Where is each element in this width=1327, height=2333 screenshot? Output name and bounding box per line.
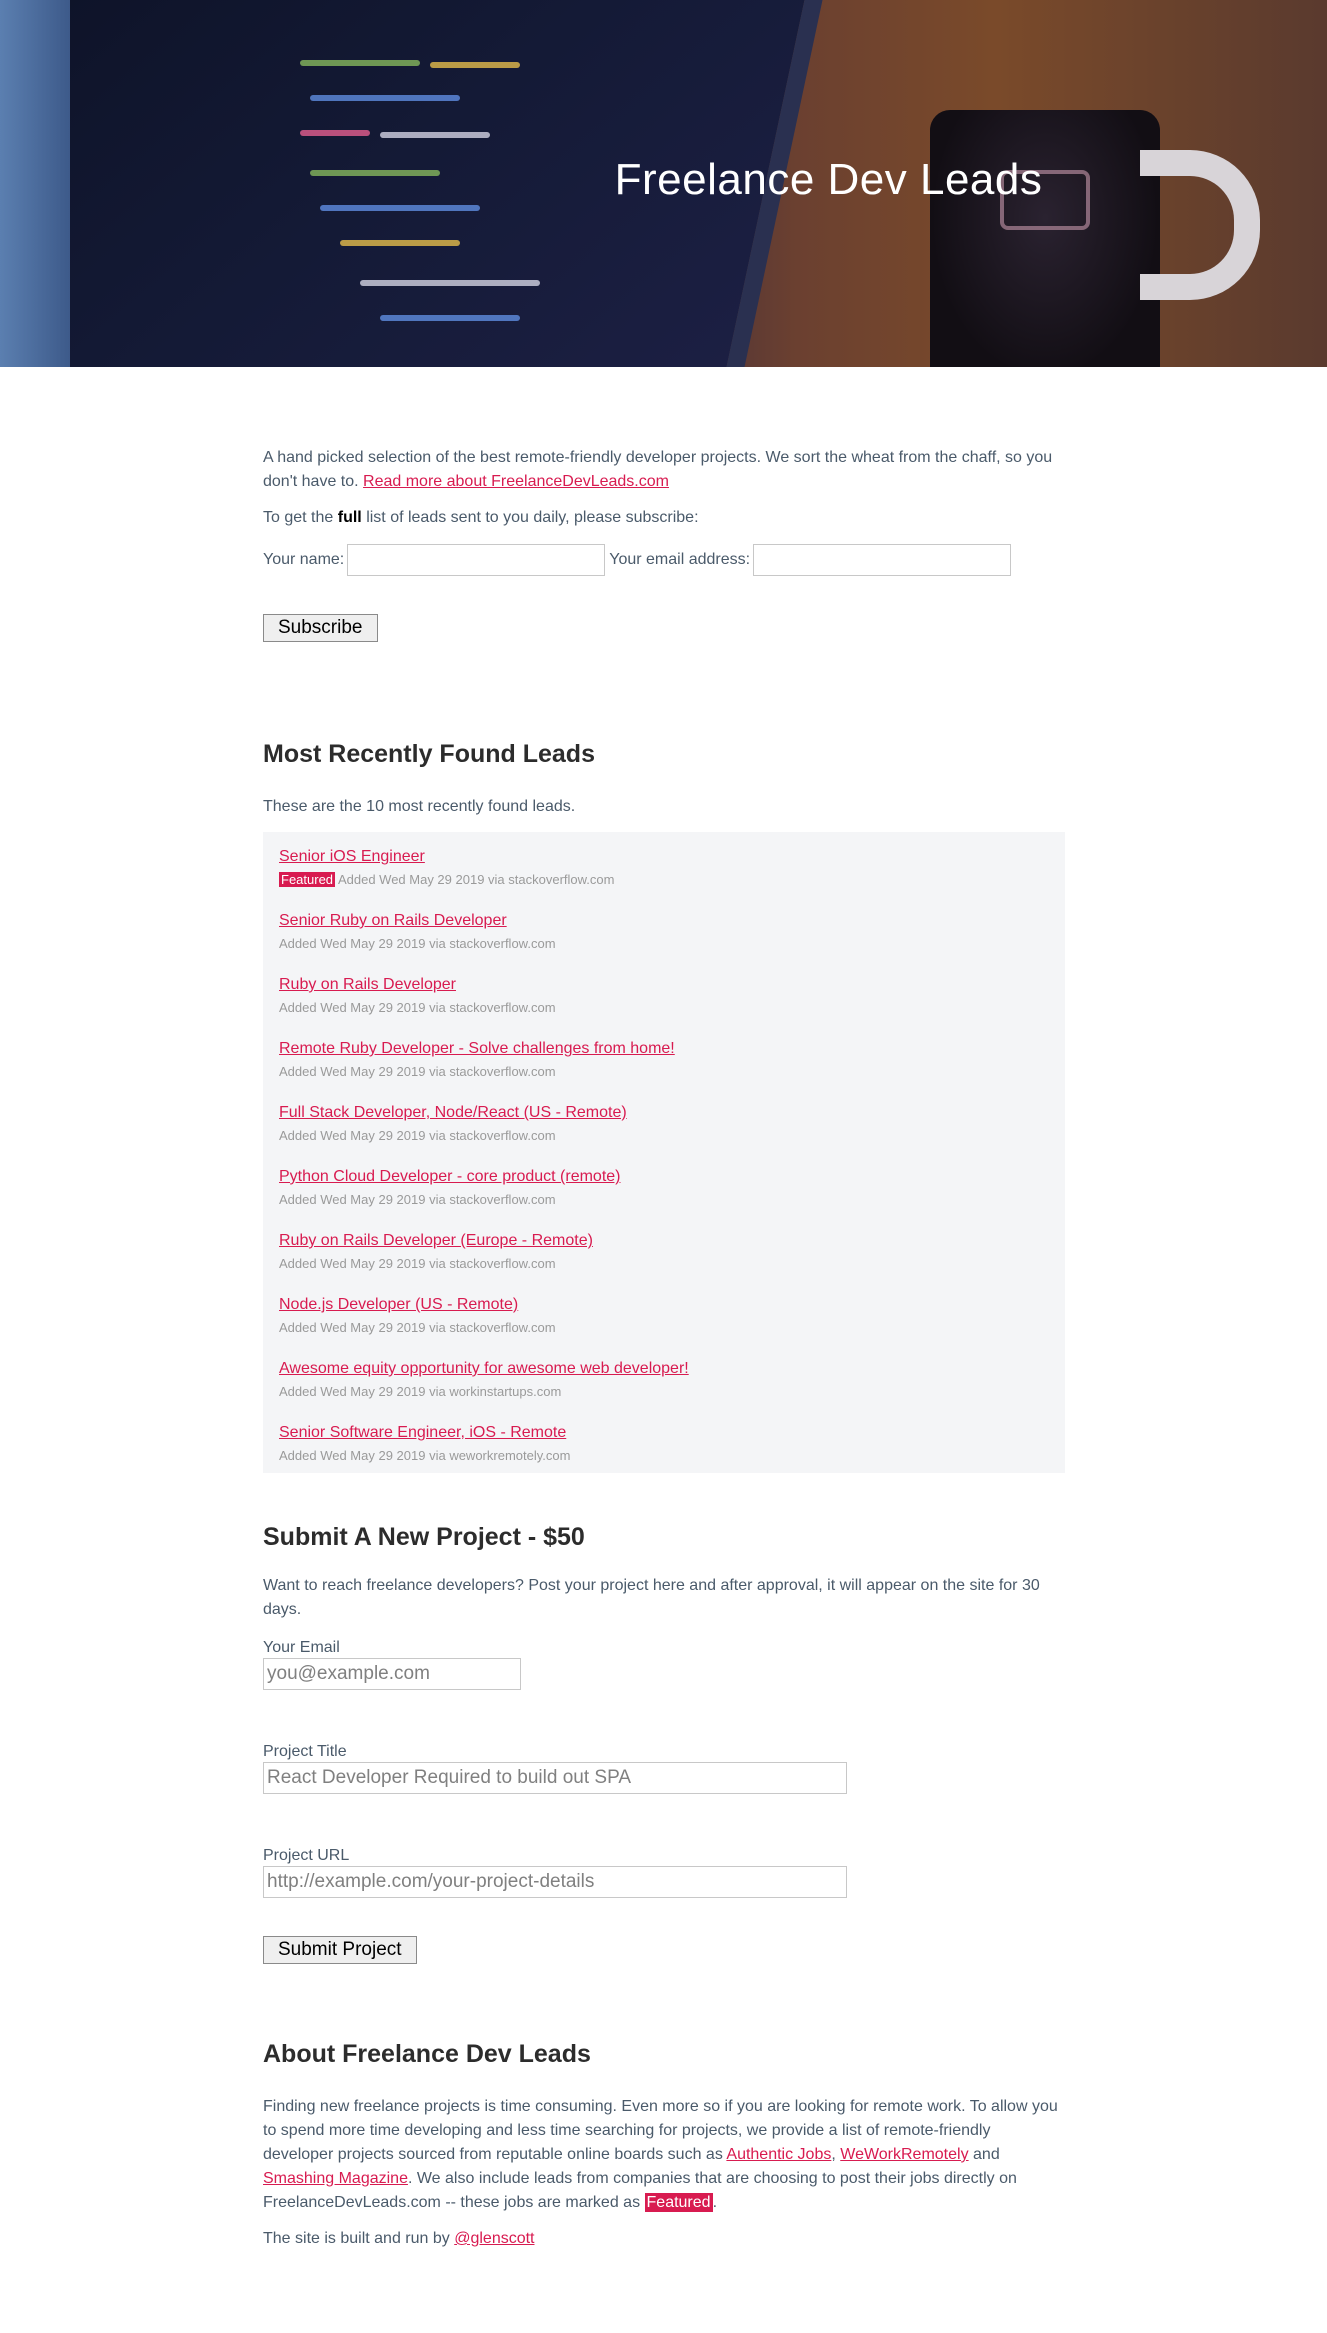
- lead-title-link[interactable]: Python Cloud Developer - core product (remote): [279, 1168, 621, 1185]
- name-input[interactable]: [347, 544, 605, 576]
- lead-meta-text: Added Wed May 29 2019 via workinstartups.com: [279, 1384, 562, 1399]
- lead-item: [279, 1294, 1049, 1358]
- submit-description: Want to reach freelance developers? Post your project here and after approval, it will appear on the site for 30 days.: [263, 1577, 1040, 1618]
- code-line-decoration: [300, 130, 370, 136]
- lead-meta: [279, 1318, 1049, 1338]
- featured-badge-inline: Featured: [646, 2194, 711, 2211]
- built-by-prefix: The site is built and run by: [263, 2230, 450, 2247]
- about-text-part-2: . We also include leads from companies that are choosing to post their jobs directly on FreelanceDevLeads.com -- these jobs are marked as: [263, 2170, 1017, 2211]
- lead-meta: [279, 1190, 1049, 1210]
- about-text-part-1: Finding new freelance projects is time consuming. Even more so if you are looking for remote work. To allow you to spend more time developing and less time searching for projects, we provide a list of remote-friendly developer projects sourced from reputable online boards such as: [263, 2098, 1058, 2163]
- page-title: Freelance Dev Leads: [614, 155, 1043, 204]
- lead-meta-text: Added Wed May 29 2019 via stackoverflow.com: [279, 1128, 556, 1143]
- lead-meta-text: Added Wed May 29 2019 via stackoverflow.com: [279, 1320, 556, 1335]
- title-field-group: [263, 1742, 1065, 1794]
- about-and: and: [973, 2146, 1000, 2163]
- lead-item: [279, 1102, 1049, 1166]
- intro-section: [263, 446, 1065, 642]
- url-field-group: [263, 1846, 1065, 1898]
- read-more-link[interactable]: Read more about FreelanceDevLeads.com: [363, 473, 669, 490]
- code-line-decoration: [300, 60, 420, 66]
- weworkremotely-link[interactable]: WeWorkRemotely: [840, 2146, 969, 2163]
- hero-screen-edge: [0, 0, 70, 367]
- lead-meta-text: Added Wed May 29 2019 via weworkremotely.com: [279, 1448, 571, 1463]
- lead-meta: [279, 870, 1049, 890]
- project-title-input[interactable]: [263, 1762, 847, 1794]
- lead-meta: [279, 1062, 1049, 1082]
- subscribe-button[interactable]: Subscribe: [263, 614, 378, 642]
- lead-meta-text: Added Wed May 29 2019 via stackoverflow.com: [279, 1192, 556, 1207]
- lead-item: [279, 974, 1049, 1038]
- subscribe-prompt: [263, 506, 1065, 530]
- code-line-decoration: [310, 95, 460, 101]
- submit-project-button[interactable]: Submit Project: [263, 1936, 417, 1964]
- lead-item: [279, 1230, 1049, 1294]
- email-label: Your email address:: [609, 551, 751, 568]
- project-url-input[interactable]: [263, 1866, 847, 1898]
- leads-section: [263, 740, 1065, 1473]
- lead-meta-text: Added Wed May 29 2019 via stackoverflow.com: [279, 1000, 556, 1015]
- author-link[interactable]: @glenscott: [454, 2230, 535, 2247]
- about-section: [263, 2040, 1065, 2251]
- lead-title-link[interactable]: Awesome equity opportunity for awesome web developer!: [279, 1360, 689, 1377]
- leads-subheading: These are the 10 most recently found leads.: [263, 798, 576, 815]
- lead-item: [279, 1422, 1049, 1473]
- intro-description: A hand picked selection of the best remote-friendly developer projects. We sort the wheat from the chaff, so you don't have to.: [263, 449, 1053, 490]
- leads-list: [263, 832, 1065, 1473]
- code-line-decoration: [320, 205, 480, 211]
- lead-meta: [279, 1382, 1049, 1402]
- about-text: [263, 2095, 1065, 2215]
- lead-meta: [279, 1446, 1049, 1466]
- project-email-input[interactable]: [263, 1658, 521, 1690]
- lead-meta: [279, 934, 1049, 954]
- leads-heading: Most Recently Found Leads: [263, 740, 595, 768]
- lead-item: [279, 1358, 1049, 1422]
- subscribe-form: [263, 544, 1065, 576]
- lead-item: [279, 846, 1049, 910]
- lead-meta: [279, 998, 1049, 1018]
- lead-title-link[interactable]: Remote Ruby Developer - Solve challenges from home!: [279, 1040, 675, 1057]
- lead-title-link[interactable]: Senior Software Engineer, iOS - Remote: [279, 1424, 567, 1441]
- about-comma: ,: [831, 2146, 836, 2163]
- subscribe-suffix: list of leads sent to you daily, please subscribe:: [366, 509, 699, 526]
- featured-badge: Featured: [281, 872, 334, 887]
- about-heading: About Freelance Dev Leads: [263, 2040, 591, 2068]
- lead-title-link[interactable]: Senior Ruby on Rails Developer: [279, 912, 507, 929]
- lead-meta: [279, 1254, 1049, 1274]
- name-label: Your name:: [263, 551, 345, 568]
- lead-meta: [279, 1126, 1049, 1146]
- submit-section: [263, 1523, 1065, 1964]
- submit-heading: Submit A New Project - $50: [263, 1523, 585, 1551]
- lead-meta-text: Added Wed May 29 2019 via stackoverflow.com: [279, 1256, 556, 1271]
- lead-title-link[interactable]: Senior iOS Engineer: [279, 848, 425, 865]
- subscribe-bold: full: [337, 509, 362, 526]
- lead-title-link[interactable]: Full Stack Developer, Node/React (US - Remote): [279, 1104, 627, 1121]
- project-url-label: Project URL: [263, 1847, 350, 1864]
- lead-item: [279, 1038, 1049, 1102]
- code-line-decoration: [380, 315, 520, 321]
- intro-text: [263, 446, 1065, 494]
- lead-meta-text: Added Wed May 29 2019 via stackoverflow.com: [337, 872, 615, 887]
- built-by-text: [263, 2227, 1065, 2251]
- project-email-label: Your Email: [263, 1639, 340, 1656]
- hero-banner: [0, 0, 1327, 367]
- lead-title-link[interactable]: Ruby on Rails Developer: [279, 976, 456, 993]
- lead-item: [279, 1166, 1049, 1230]
- lead-title-link[interactable]: Node.js Developer (US - Remote): [279, 1296, 519, 1313]
- hero-mug-image: [930, 110, 1160, 367]
- authentic-jobs-link[interactable]: Authentic Jobs: [726, 2146, 832, 2163]
- project-title-label: Project Title: [263, 1743, 347, 1760]
- lead-title-link[interactable]: Ruby on Rails Developer (Europe - Remote): [279, 1232, 593, 1249]
- email-input[interactable]: [753, 544, 1011, 576]
- code-line-decoration: [340, 240, 460, 246]
- lead-meta-text: Added Wed May 29 2019 via stackoverflow.com: [279, 936, 556, 951]
- smashing-magazine-link[interactable]: Smashing Magazine: [263, 2170, 408, 2187]
- lead-item: [279, 910, 1049, 974]
- email-field-group: [263, 1638, 1065, 1690]
- code-line-decoration: [380, 132, 490, 138]
- code-line-decoration: [360, 280, 540, 286]
- code-line-decoration: [430, 62, 520, 68]
- about-period: .: [712, 2194, 718, 2211]
- lead-meta-text: Added Wed May 29 2019 via stackoverflow.com: [279, 1064, 556, 1079]
- subscribe-prefix: To get the: [263, 509, 334, 526]
